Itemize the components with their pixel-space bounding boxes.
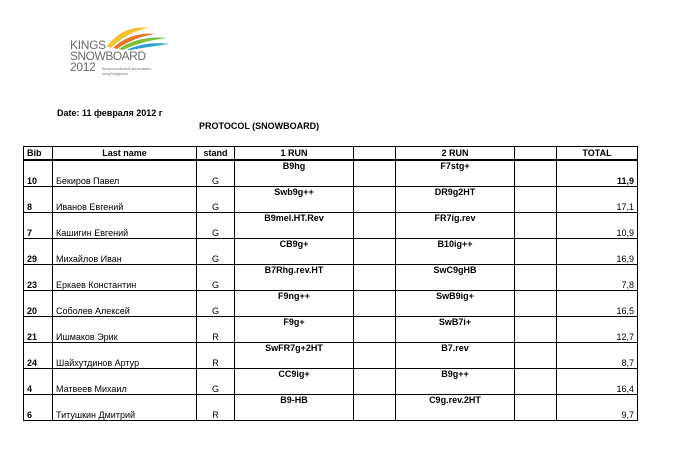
bib-cell: 6	[24, 395, 53, 421]
blank-cell	[354, 343, 396, 369]
total-cell: 8,7	[557, 343, 638, 369]
date-line: Date: 11 февраля 2012 г	[57, 108, 163, 118]
blank-cell	[515, 395, 557, 421]
blank-cell	[354, 369, 396, 395]
run1-cell: SwFR7g+2HT	[235, 343, 354, 369]
blank-cell	[354, 187, 396, 213]
blank-cell	[515, 317, 557, 343]
name-cell: Соболев Алексей	[53, 291, 197, 317]
total-cell: 16,5	[557, 291, 638, 317]
header-run-1: 1 RUN	[235, 147, 354, 161]
name-cell: Иванов Евгений	[53, 187, 197, 213]
total-cell: 16,9	[557, 239, 638, 265]
stand-cell: G	[197, 213, 235, 239]
stand-cell: G	[197, 239, 235, 265]
stand-cell: G	[197, 369, 235, 395]
table-row	[24, 160, 638, 187]
total-cell: 10,9	[557, 213, 638, 239]
blank-cell	[515, 187, 557, 213]
blank-cell	[515, 369, 557, 395]
bib-cell: 8	[24, 187, 53, 213]
run2-cell: B9g++	[396, 369, 515, 395]
run1-cell: B9hg	[235, 160, 354, 187]
total-cell: 12,7	[557, 317, 638, 343]
name-cell: Ишмаков Эрик	[53, 317, 197, 343]
run2-cell: DR9g2HT	[396, 187, 515, 213]
stand-cell: G	[197, 265, 235, 291]
logo-line-1: KINGS	[70, 38, 106, 52]
bib-cell: 24	[24, 343, 53, 369]
blank-cell	[354, 291, 396, 317]
run2-cell: SwB9ig+	[396, 291, 515, 317]
table-row	[24, 239, 638, 265]
total-cell: 16,4	[557, 369, 638, 395]
blank-cell	[354, 317, 396, 343]
blank-cell	[515, 343, 557, 369]
stand-cell: R	[197, 317, 235, 343]
total-cell: 17,1	[557, 187, 638, 213]
table-row	[24, 265, 638, 291]
logo-line-3: 2012	[70, 60, 96, 74]
table-row	[24, 343, 638, 369]
blank-cell	[515, 265, 557, 291]
run2-cell: SwB7i+	[396, 317, 515, 343]
header-blank-2	[515, 147, 557, 161]
run1-cell: B7Rhg.rev.HT	[235, 265, 354, 291]
blank-cell	[354, 160, 396, 187]
table-row	[24, 317, 638, 343]
stand-cell: G	[197, 291, 235, 317]
results-table	[23, 146, 638, 421]
bib-cell: 29	[24, 239, 53, 265]
bib-cell: 20	[24, 291, 53, 317]
run2-cell: C9g.rev.2HT	[396, 395, 515, 421]
bib-cell: 23	[24, 265, 53, 291]
run1-cell: B9mel.HT.Rev	[235, 213, 354, 239]
total-cell: 9,7	[557, 395, 638, 421]
table-row	[24, 291, 638, 317]
run2-cell: FR7ig.rev	[396, 213, 515, 239]
name-cell: Титушкин Дмитрий	[53, 395, 197, 421]
blank-cell	[515, 213, 557, 239]
bib-cell: 4	[24, 369, 53, 395]
run1-cell: CB9g+	[235, 239, 354, 265]
event-logo	[70, 24, 190, 84]
logo-line-2: SNOWBOARD	[70, 49, 146, 63]
run2-cell: SwC9gHB	[396, 265, 515, 291]
blank-cell	[354, 265, 396, 291]
run1-cell: CC9ig+	[235, 369, 354, 395]
table-row	[24, 187, 638, 213]
bib-cell: 10	[24, 160, 53, 187]
name-cell: Еркаев Константин	[53, 265, 197, 291]
bib-cell: 7	[24, 213, 53, 239]
name-cell: Матвеев Михаил	[53, 369, 197, 395]
run2-cell: B7.rev	[396, 343, 515, 369]
run1-cell: B9-HB	[235, 395, 354, 421]
run2-cell: F7stg+	[396, 160, 515, 187]
header-total: TOTAL	[557, 147, 638, 161]
stand-cell: G	[197, 160, 235, 187]
name-cell: Шайхутдинов Артур	[53, 343, 197, 369]
stand-cell: G	[197, 187, 235, 213]
stand-cell: R	[197, 343, 235, 369]
logo-subtitle: Всероссийский фестиваль сноубординга	[102, 66, 152, 76]
run2-cell: B10ig++	[396, 239, 515, 265]
blank-cell	[354, 239, 396, 265]
blank-cell	[515, 160, 557, 187]
total-cell: 7,8	[557, 265, 638, 291]
name-cell: Михайлов Иван	[53, 239, 197, 265]
run1-cell: Swb9g++	[235, 187, 354, 213]
header-blank-1	[354, 147, 396, 161]
header-last-name: Last name	[53, 147, 197, 161]
table-row	[24, 369, 638, 395]
stand-cell: R	[197, 395, 235, 421]
protocol-title: PROTOCOL (SNOWBOARD)	[199, 121, 320, 131]
blank-cell	[515, 239, 557, 265]
blank-cell	[515, 291, 557, 317]
table-row	[24, 395, 638, 421]
name-cell: Бекиров Павел	[53, 160, 197, 187]
name-cell: Кашигин Евгений	[53, 213, 197, 239]
header-stand: stand	[197, 147, 235, 161]
run1-cell: F9ng++	[235, 291, 354, 317]
header-bib: Bib	[24, 147, 53, 161]
table-row	[24, 213, 638, 239]
header-run-2: 2 RUN	[396, 147, 515, 161]
total-cell: 11,9	[557, 160, 638, 187]
bib-cell: 21	[24, 317, 53, 343]
blank-cell	[354, 395, 396, 421]
run1-cell: F9g+	[235, 317, 354, 343]
blank-cell	[354, 213, 396, 239]
table-header-row	[24, 147, 638, 161]
